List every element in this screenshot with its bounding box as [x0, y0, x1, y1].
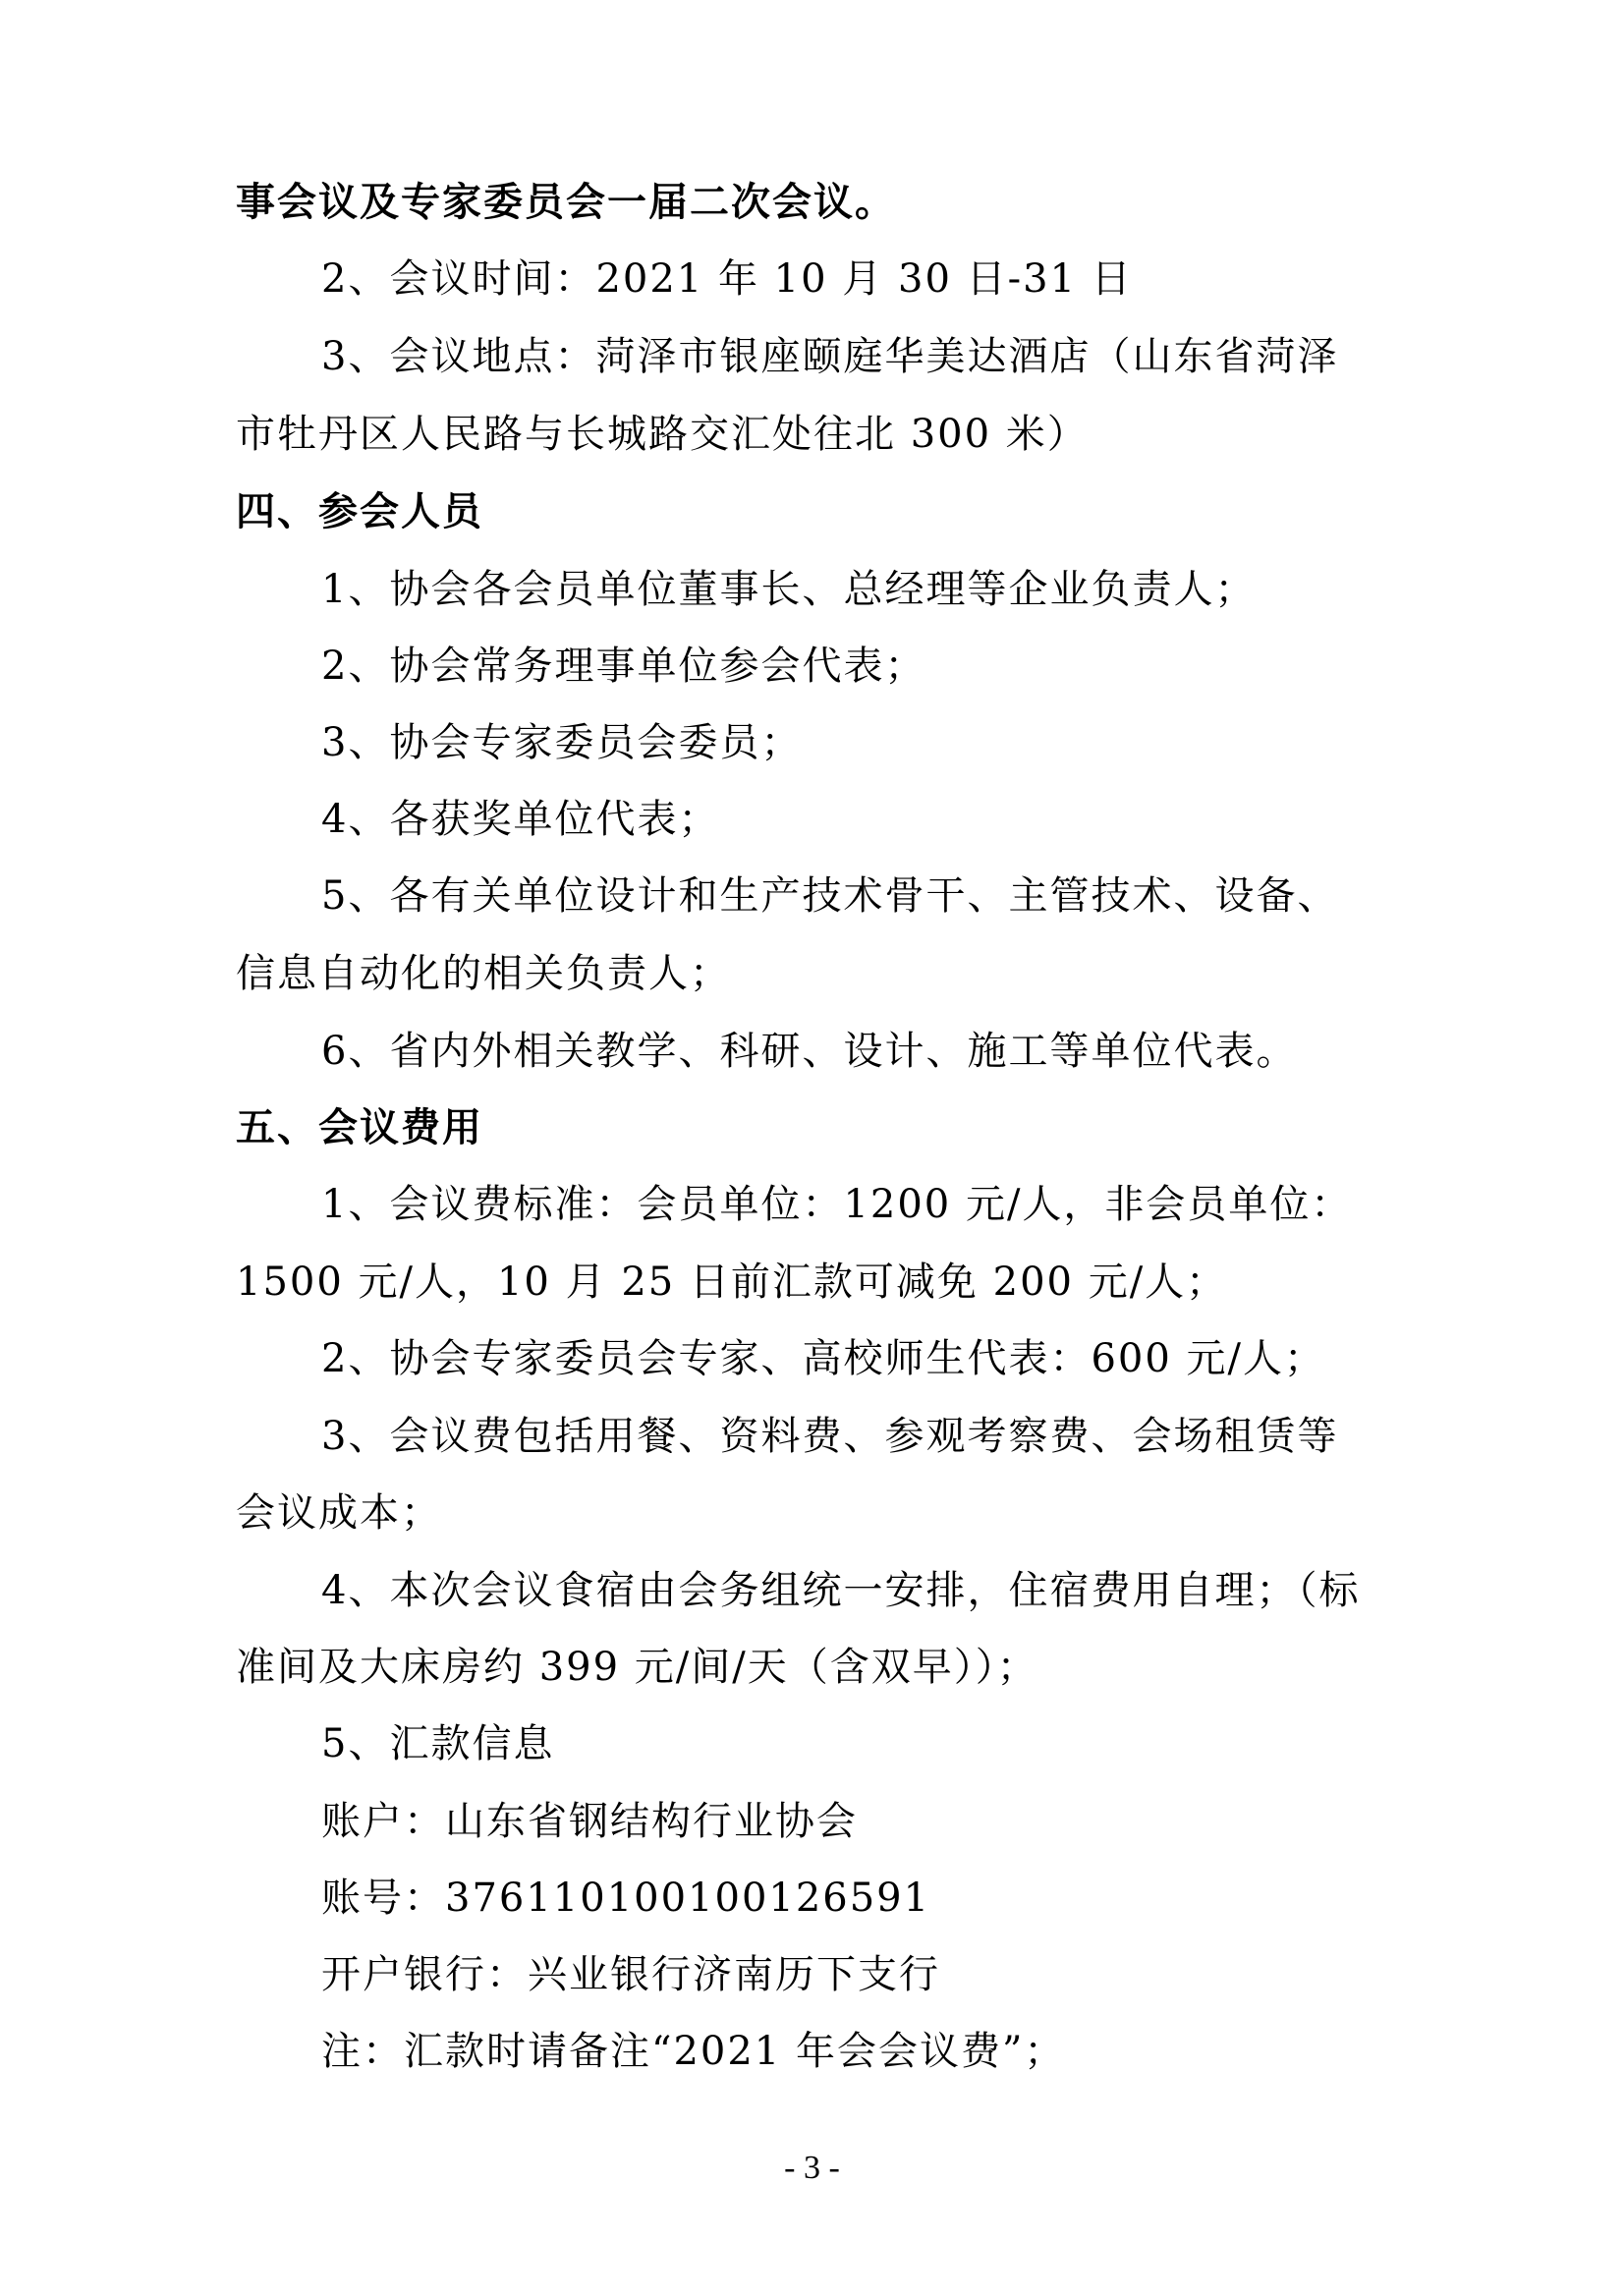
- fee-item-continued: 准间及大床房约 399 元/间/天（含双早））；: [236, 1645, 1038, 1690]
- bank-name: 开户银行：兴业银行济南历下支行: [321, 1952, 940, 1997]
- continued-text-line: 事会议及专家委员会一届二次会议。: [236, 179, 896, 225]
- account-number: 账号：376110100100126591: [321, 1876, 931, 1921]
- account-name: 账户：山东省钢结构行业协会: [321, 1799, 858, 1844]
- fee-item: 1、会议费标准：会员单位：1200 元/人，非会员单位：: [321, 1182, 1353, 1227]
- fee-item: 2、协会专家委员会专家、高校师生代表：600 元/人；: [321, 1336, 1325, 1381]
- attendee-item: 4、各获奖单位代表；: [321, 797, 720, 842]
- attendee-item: 2、协会常务理事单位参会代表；: [321, 644, 926, 689]
- attendee-item: 3、协会专家委员会委员；: [321, 720, 803, 765]
- page-number: - 3 -: [784, 2150, 840, 2186]
- fee-item-continued: 1500 元/人，10 月 25 日前汇款可减免 200 元/人；: [236, 1260, 1228, 1305]
- attendee-item: 1、协会各会员单位董事长、总经理等企业负责人；: [321, 567, 1257, 612]
- remittance-note: 注：汇款时请备注“2021 年会会议费”；: [321, 2029, 1066, 2074]
- fee-item: 3、会议费包括用餐、资料费、参观考察费、会场租赁等: [321, 1414, 1339, 1459]
- attendee-item: 5、各有关单位设计和生产技术骨干、主管技术、设备、: [321, 873, 1339, 919]
- attendee-item: 6、省内外相关教学、科研、设计、施工等单位代表。: [321, 1029, 1298, 1074]
- meeting-venue: 3、会议地点：菏泽市银座颐庭华美达酒店（山东省菏泽: [321, 334, 1339, 379]
- section-heading-attendees: 四、参会人员: [236, 488, 483, 534]
- attendee-item-continued: 信息自动化的相关负责人；: [236, 951, 731, 996]
- fee-item: 5、汇款信息: [321, 1721, 555, 1766]
- meeting-time: 2、会议时间：2021 年 10 月 30 日-31 日: [321, 256, 1133, 302]
- meeting-venue-continued: 市牡丹区人民路与长城路交汇处往北 300 米）: [236, 412, 1089, 457]
- fee-item: 4、本次会议食宿由会务组统一安排，住宿费用自理；（标: [321, 1568, 1361, 1613]
- fee-item-continued: 会议成本；: [236, 1490, 442, 1536]
- section-heading-fees: 五、会议费用: [236, 1104, 483, 1150]
